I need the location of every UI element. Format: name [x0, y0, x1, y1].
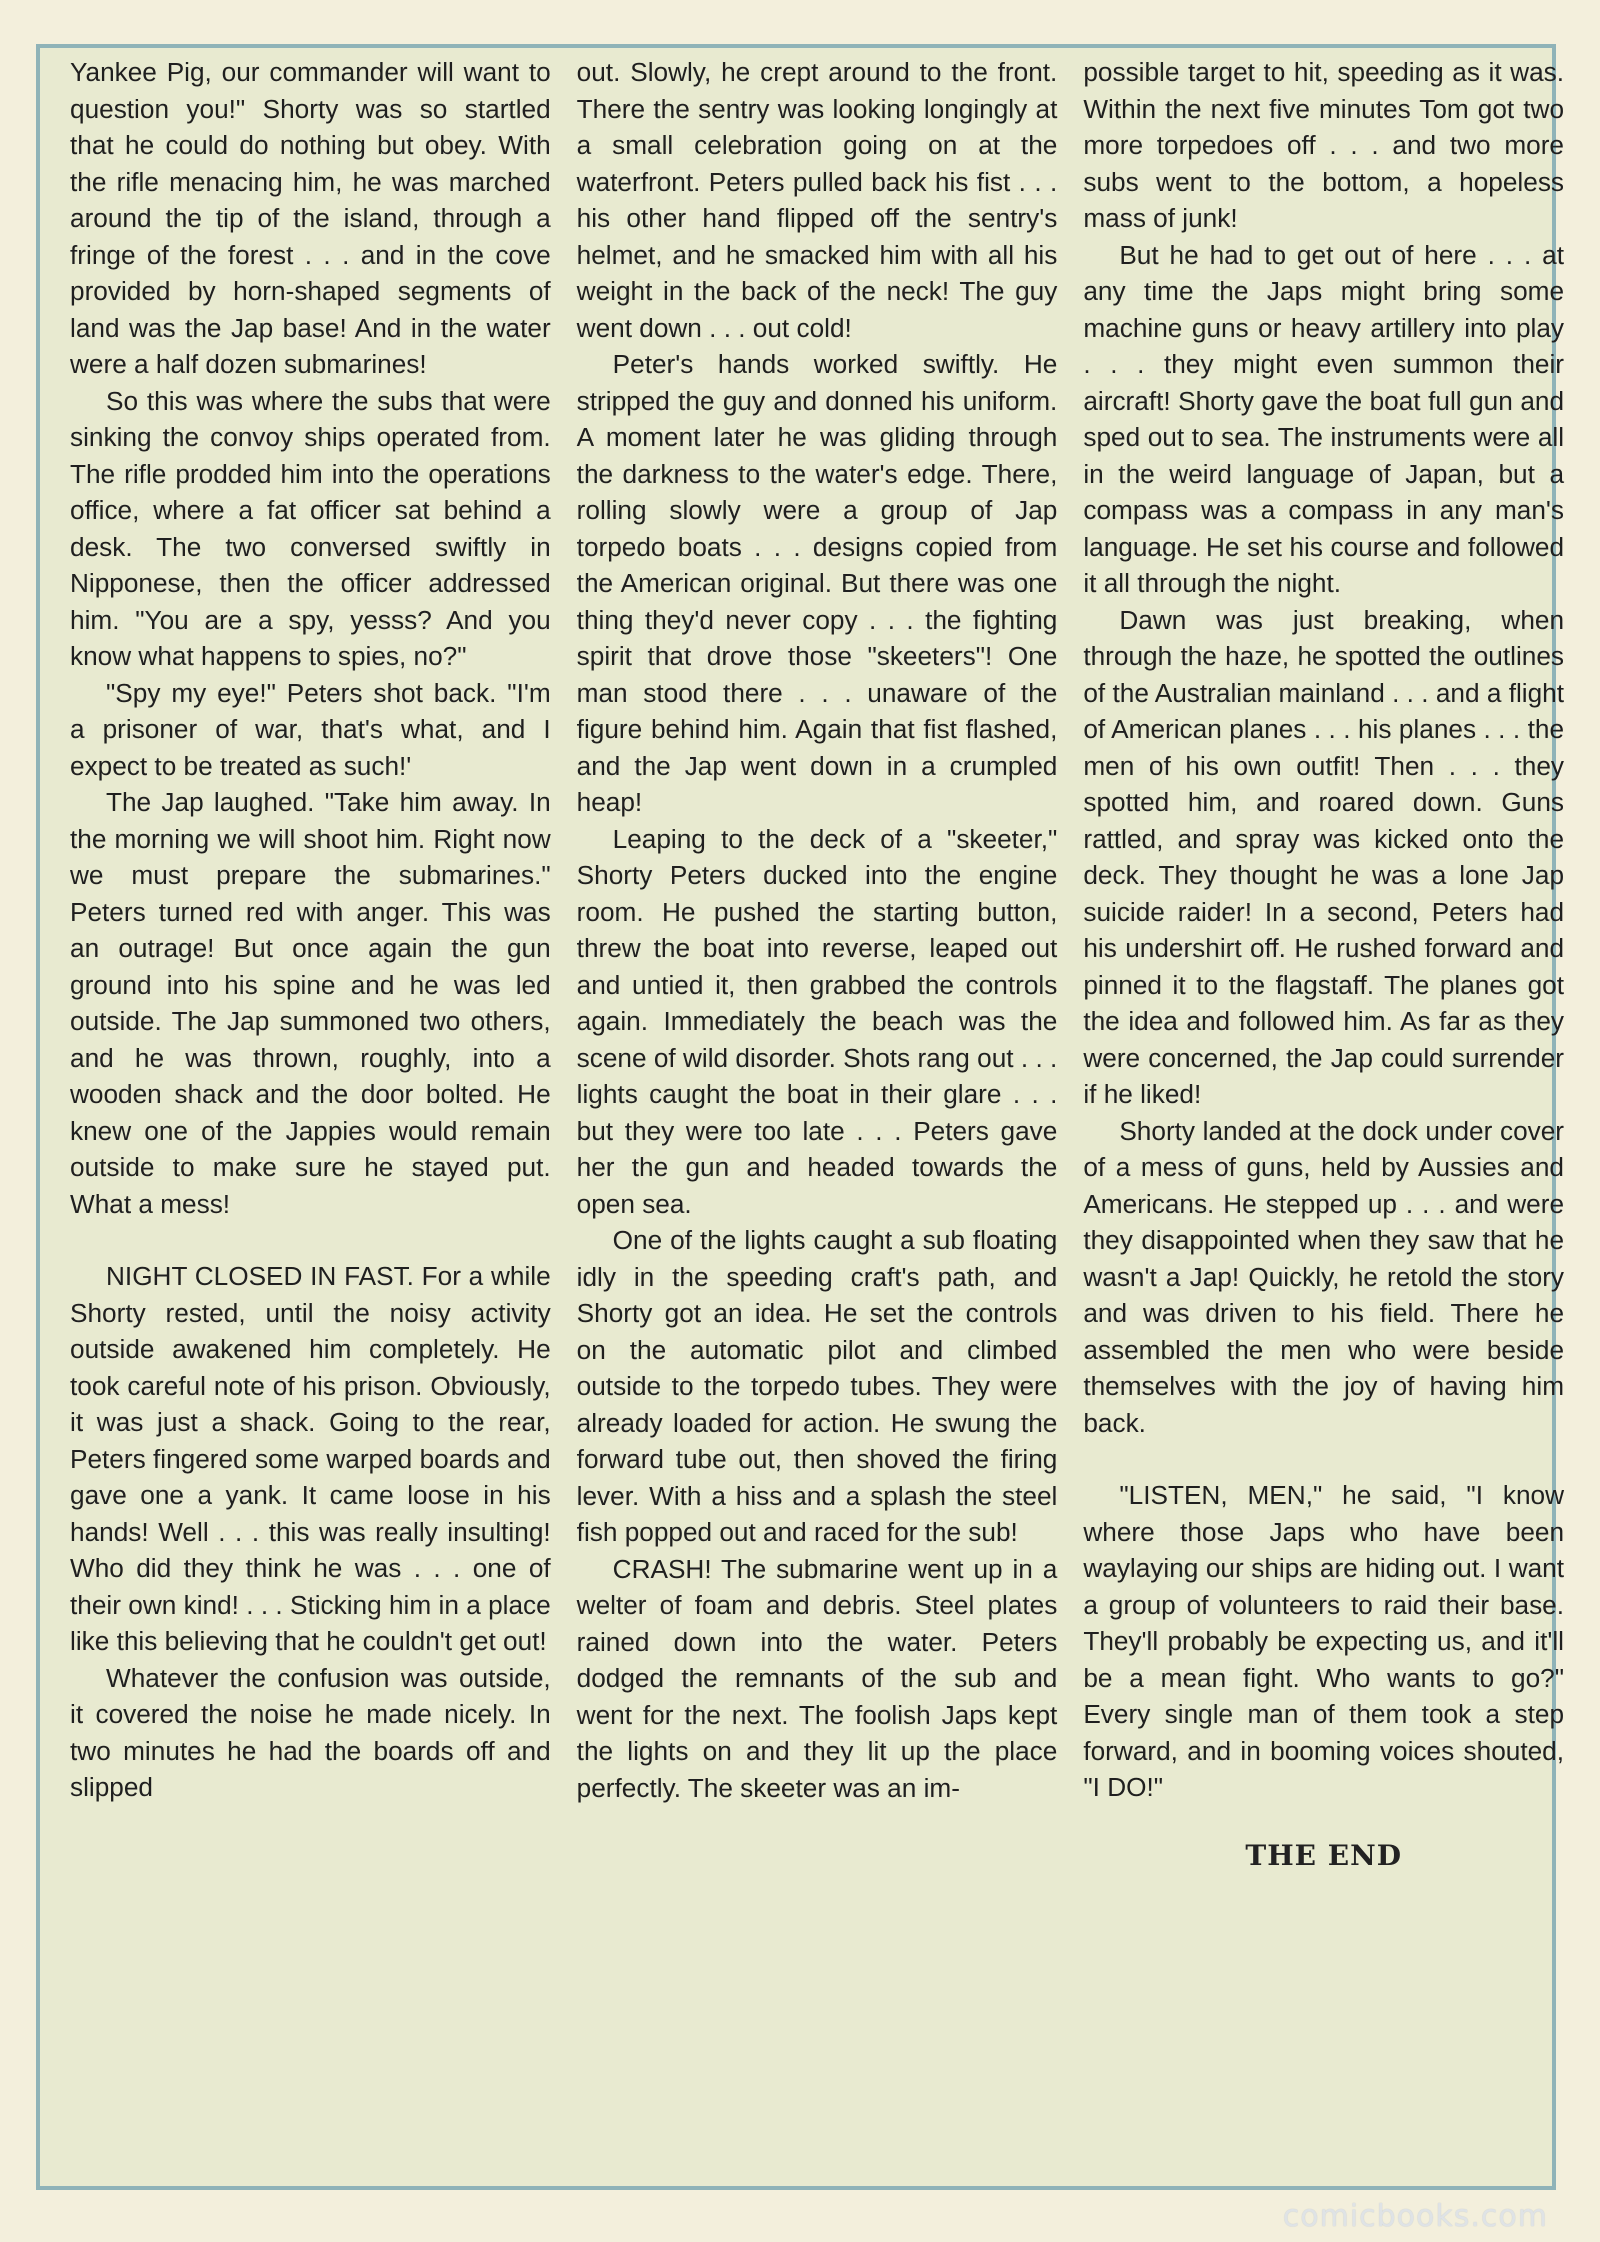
story-paragraph [1083, 1441, 1564, 1477]
text-columns [70, 54, 1564, 2184]
story-page [36, 44, 1565, 2190]
story-paragraph: "LISTEN, MEN," he said, "I know where those Japs who have been waylaying our ships are hiding out. I want a group of volunteers to raid their base. They'll probably be expecting us, and it'll be a mean fight. Who wants to go?" Every single man of them took a step forward, and in booming voices shouted, "I DO!" [1083, 1480, 1565, 1802]
story-paragraph: Peter's hands worked swiftly. He stripped the guy and donned his uniform. A moment later he was gliding through the darkness to the water's edge. There, rolling slowly were a group of Jap torpedo boats . . . designs copied from the American original. But there was one thing they'd never copy . . . the fighting spirit that drove those "skeeters"! One man stood there . . . unaware of the figure behind him. Again that fist flashed, and the Jap went down in a crumpled heap! [576, 349, 1058, 817]
column-2 [577, 54, 1058, 2184]
story-paragraph: Yankee Pig, our commander will want to question you!" Shorty was so startled that he could do nothing but obey. With the rifle menacing him, he was marched around the tip of the island, through a fringe of the forest . . . and in the cove provided by horn-shaped segments of land was the Jap base! And in the water were a half dozen submarines! [70, 57, 551, 379]
story-paragraph: out. Slowly, he crept around to the front. There the sentry was looking longingly at a small celebration going on at the waterfront. Peters pulled back his fist . . . his other hand flipped off the sentry's helmet, and he smacked him with all his weight in the back of the neck! The guy went down . . . out cold! [576, 57, 1058, 343]
column-3 [1083, 54, 1564, 2184]
story-paragraph: NIGHT CLOSED IN FAST. For a while Shorty rested, until the noisy activity outside awakened him completely. He took careful note of his prison. Obviously, it was just a shack. Going to the rear, Peters fingered some warped boards and gave one a yank. It came loose in his hands! Well . . . this was really insulting! Who did they think he was . . . one of their own kind! . . . Sticking him in a place like this believing that he couldn't get out! [70, 1261, 551, 1656]
story-paragraph: But he had to get out of here . . . at any time the Japs might bring some machine guns or heavy artillery into play . . . they might even summon their aircraft! Shorty gave the boat full gun and sped out to sea. The instruments were all in the weird language of Japan, but a compass was a compass in any man's language. He set his course and followed it all through the night. [1083, 239, 1565, 598]
story-paragraph: The Jap laughed. "Take him away. In the morning we will shoot him. Right now we must prepare the submarines." Peters turned red with anger. This was an outrage! But once again the gun ground into his spine and he was led outside. The Jap summoned two others, and he was thrown, roughly, into a wooden shack and the door bolted. He knew one of the Jappies would remain outside to make sure he stayed put. What a mess! [70, 787, 551, 1219]
story-paragraph: possible target to hit, speeding as it was. Within the next five minutes Tom got two more torpedoes off . . . and two more subs went to the bottom, a hopeless mass of junk! [1083, 57, 1565, 233]
story-paragraph: Whatever the confusion was outside, it covered the noise he made nicely. In two minutes he had the boards off and slipped [70, 1662, 551, 1802]
story-paragraph: Shorty landed at the dock under cover of a mess of guns, held by Aussies and Americans. He stepped up . . . and were they disappointed when they saw that he wasn't a Jap! Quickly, he retold the story and was driven to his field. There he assembled the men who were beside themselves with the joy of having him back. [1083, 1115, 1565, 1438]
column-1 [70, 54, 551, 2184]
story-paragraph [70, 1222, 551, 1258]
watermark-logo: comicbooks.com [1282, 2199, 1548, 2234]
story-paragraph: One of the lights caught a sub floating idly in the speeding craft's path, and Shorty got an idea. He set the controls on the automatic pilot and climbed outside to the torpedo tubes. They were already loaded for action. He swung the forward tube out, then shoved the firing lever. With a hiss and a splash the steel fish popped out and raced for the sub! [576, 1225, 1058, 1547]
story-paragraph: Leaping to the deck of a "skeeter," Shorty Peters ducked into the engine room. He pushed the starting button, threw the boat into reverse, leaped out and untied it, then grabbed the controls again. Immediately the beach was the scene of wild disorder. Shots rang out . . . lights caught the boat in their glare . . . but they were too late . . . Peters gave her the gun and headed towards the open sea. [576, 823, 1058, 1219]
the-end-label: THE END [1245, 1838, 1402, 1872]
story-paragraph: "Spy my eye!" Peters shot back. "I'm a prisoner of war, that's what, and I expect to be treated as such!' [70, 677, 551, 781]
story-paragraph: CRASH! The submarine went up in a welter of foam and debris. Steel plates rained down into the water. Peters dodged the remnants of the sub and went for the next. The foolish Japs kept the lights on and they lit up the place perfectly. The skeeter was an im- [576, 1553, 1058, 1803]
story-paragraph: Dawn was just breaking, when through the haze, he spotted the outlines of the Australian mainland . . . and a flight of American planes . . . his planes . . . the men of his own outfit! Then . . . they spotted him, and roared down. Guns rattled, and spray was kicked onto the deck. They thought he was a lone Jap suicide raider! In a second, Peters had his undershirt off. He rushed forward and pinned it to the flagstaff. The planes got the idea and followed him. As far as they were concerned, the Jap could surrender if he liked! [1083, 604, 1565, 1109]
story-paragraph: So this was where the subs that were sinking the convoy ships operated from. The rifle prodded him into the operations office, where a fat officer sat behind a desk. The two conversed swiftly in Nipponese, then the officer addressed him. "You are a spy, yesss? And you know what happens to spies, no?" [70, 385, 551, 671]
